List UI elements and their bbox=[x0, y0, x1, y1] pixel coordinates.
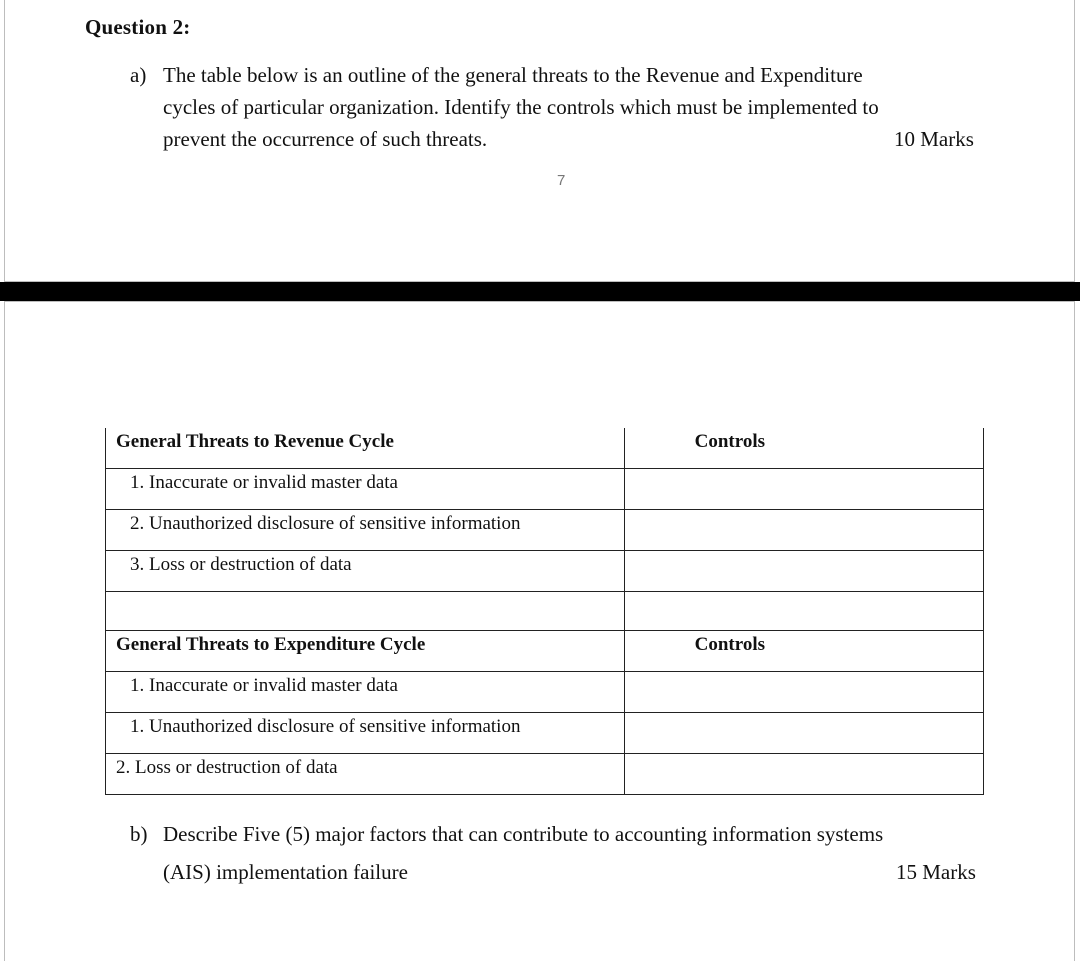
table-row bbox=[106, 672, 984, 713]
part-a-marks: 10 Marks bbox=[894, 127, 974, 151]
part-b-marks: 15 Marks bbox=[896, 860, 976, 884]
empty-threat-cell bbox=[106, 592, 625, 631]
part-a-line-2: cycles of particular organization. Identify the controls which must be implemented to bbox=[163, 95, 879, 119]
threats-controls-table bbox=[105, 428, 984, 795]
question-title: Question 2: bbox=[85, 15, 191, 39]
revenue-threat-2: 2. Unauthorized disclosure of sensitive information bbox=[106, 510, 625, 551]
expenditure-threat-2: 1. Unauthorized disclosure of sensitive information bbox=[106, 713, 625, 754]
revenue-controls-header-text: Controls bbox=[694, 431, 765, 452]
empty-control-cell bbox=[624, 592, 983, 631]
table-row-expenditure-header bbox=[106, 631, 984, 672]
part-a-label: a) bbox=[130, 63, 147, 87]
expenditure-control-1 bbox=[624, 672, 983, 713]
part-b-line-1: Describe Five (5) major factors that can contribute to accounting information systems bbox=[163, 822, 884, 846]
table-row-empty bbox=[106, 592, 984, 631]
part-b-line-2: (AIS) implementation failure bbox=[163, 860, 408, 884]
part-a-line-1: The table below is an outline of the general threats to the Revenue and Expenditure bbox=[163, 63, 863, 87]
expenditure-control-2 bbox=[624, 713, 983, 754]
table-row bbox=[106, 754, 984, 795]
part-b-label: b) bbox=[130, 822, 148, 846]
revenue-threats-header: General Threats to Revenue Cycle bbox=[106, 428, 625, 469]
table-row bbox=[106, 713, 984, 754]
revenue-control-2 bbox=[624, 510, 983, 551]
revenue-control-3 bbox=[624, 551, 983, 592]
table-row-revenue-header bbox=[106, 428, 984, 469]
expenditure-threat-1: 1. Inaccurate or invalid master data bbox=[106, 672, 625, 713]
revenue-threat-3: 3. Loss or destruction of data bbox=[106, 551, 625, 592]
table-row bbox=[106, 551, 984, 592]
revenue-controls-header bbox=[624, 428, 983, 469]
page-separator bbox=[0, 282, 1080, 301]
page-number: 7 bbox=[557, 172, 566, 189]
revenue-threat-1: 1. Inaccurate or invalid master data bbox=[106, 469, 625, 510]
revenue-control-1 bbox=[624, 469, 983, 510]
part-a-line-3: prevent the occurrence of such threats. bbox=[163, 127, 488, 151]
expenditure-controls-header-text: Controls bbox=[694, 634, 765, 655]
table-row bbox=[106, 510, 984, 551]
expenditure-threat-3: 2. Loss or destruction of data bbox=[106, 754, 625, 795]
expenditure-threats-header: General Threats to Expenditure Cycle bbox=[106, 631, 625, 672]
expenditure-control-3 bbox=[624, 754, 983, 795]
table-row bbox=[106, 469, 984, 510]
page-top bbox=[4, 0, 1075, 282]
expenditure-controls-header bbox=[624, 631, 983, 672]
